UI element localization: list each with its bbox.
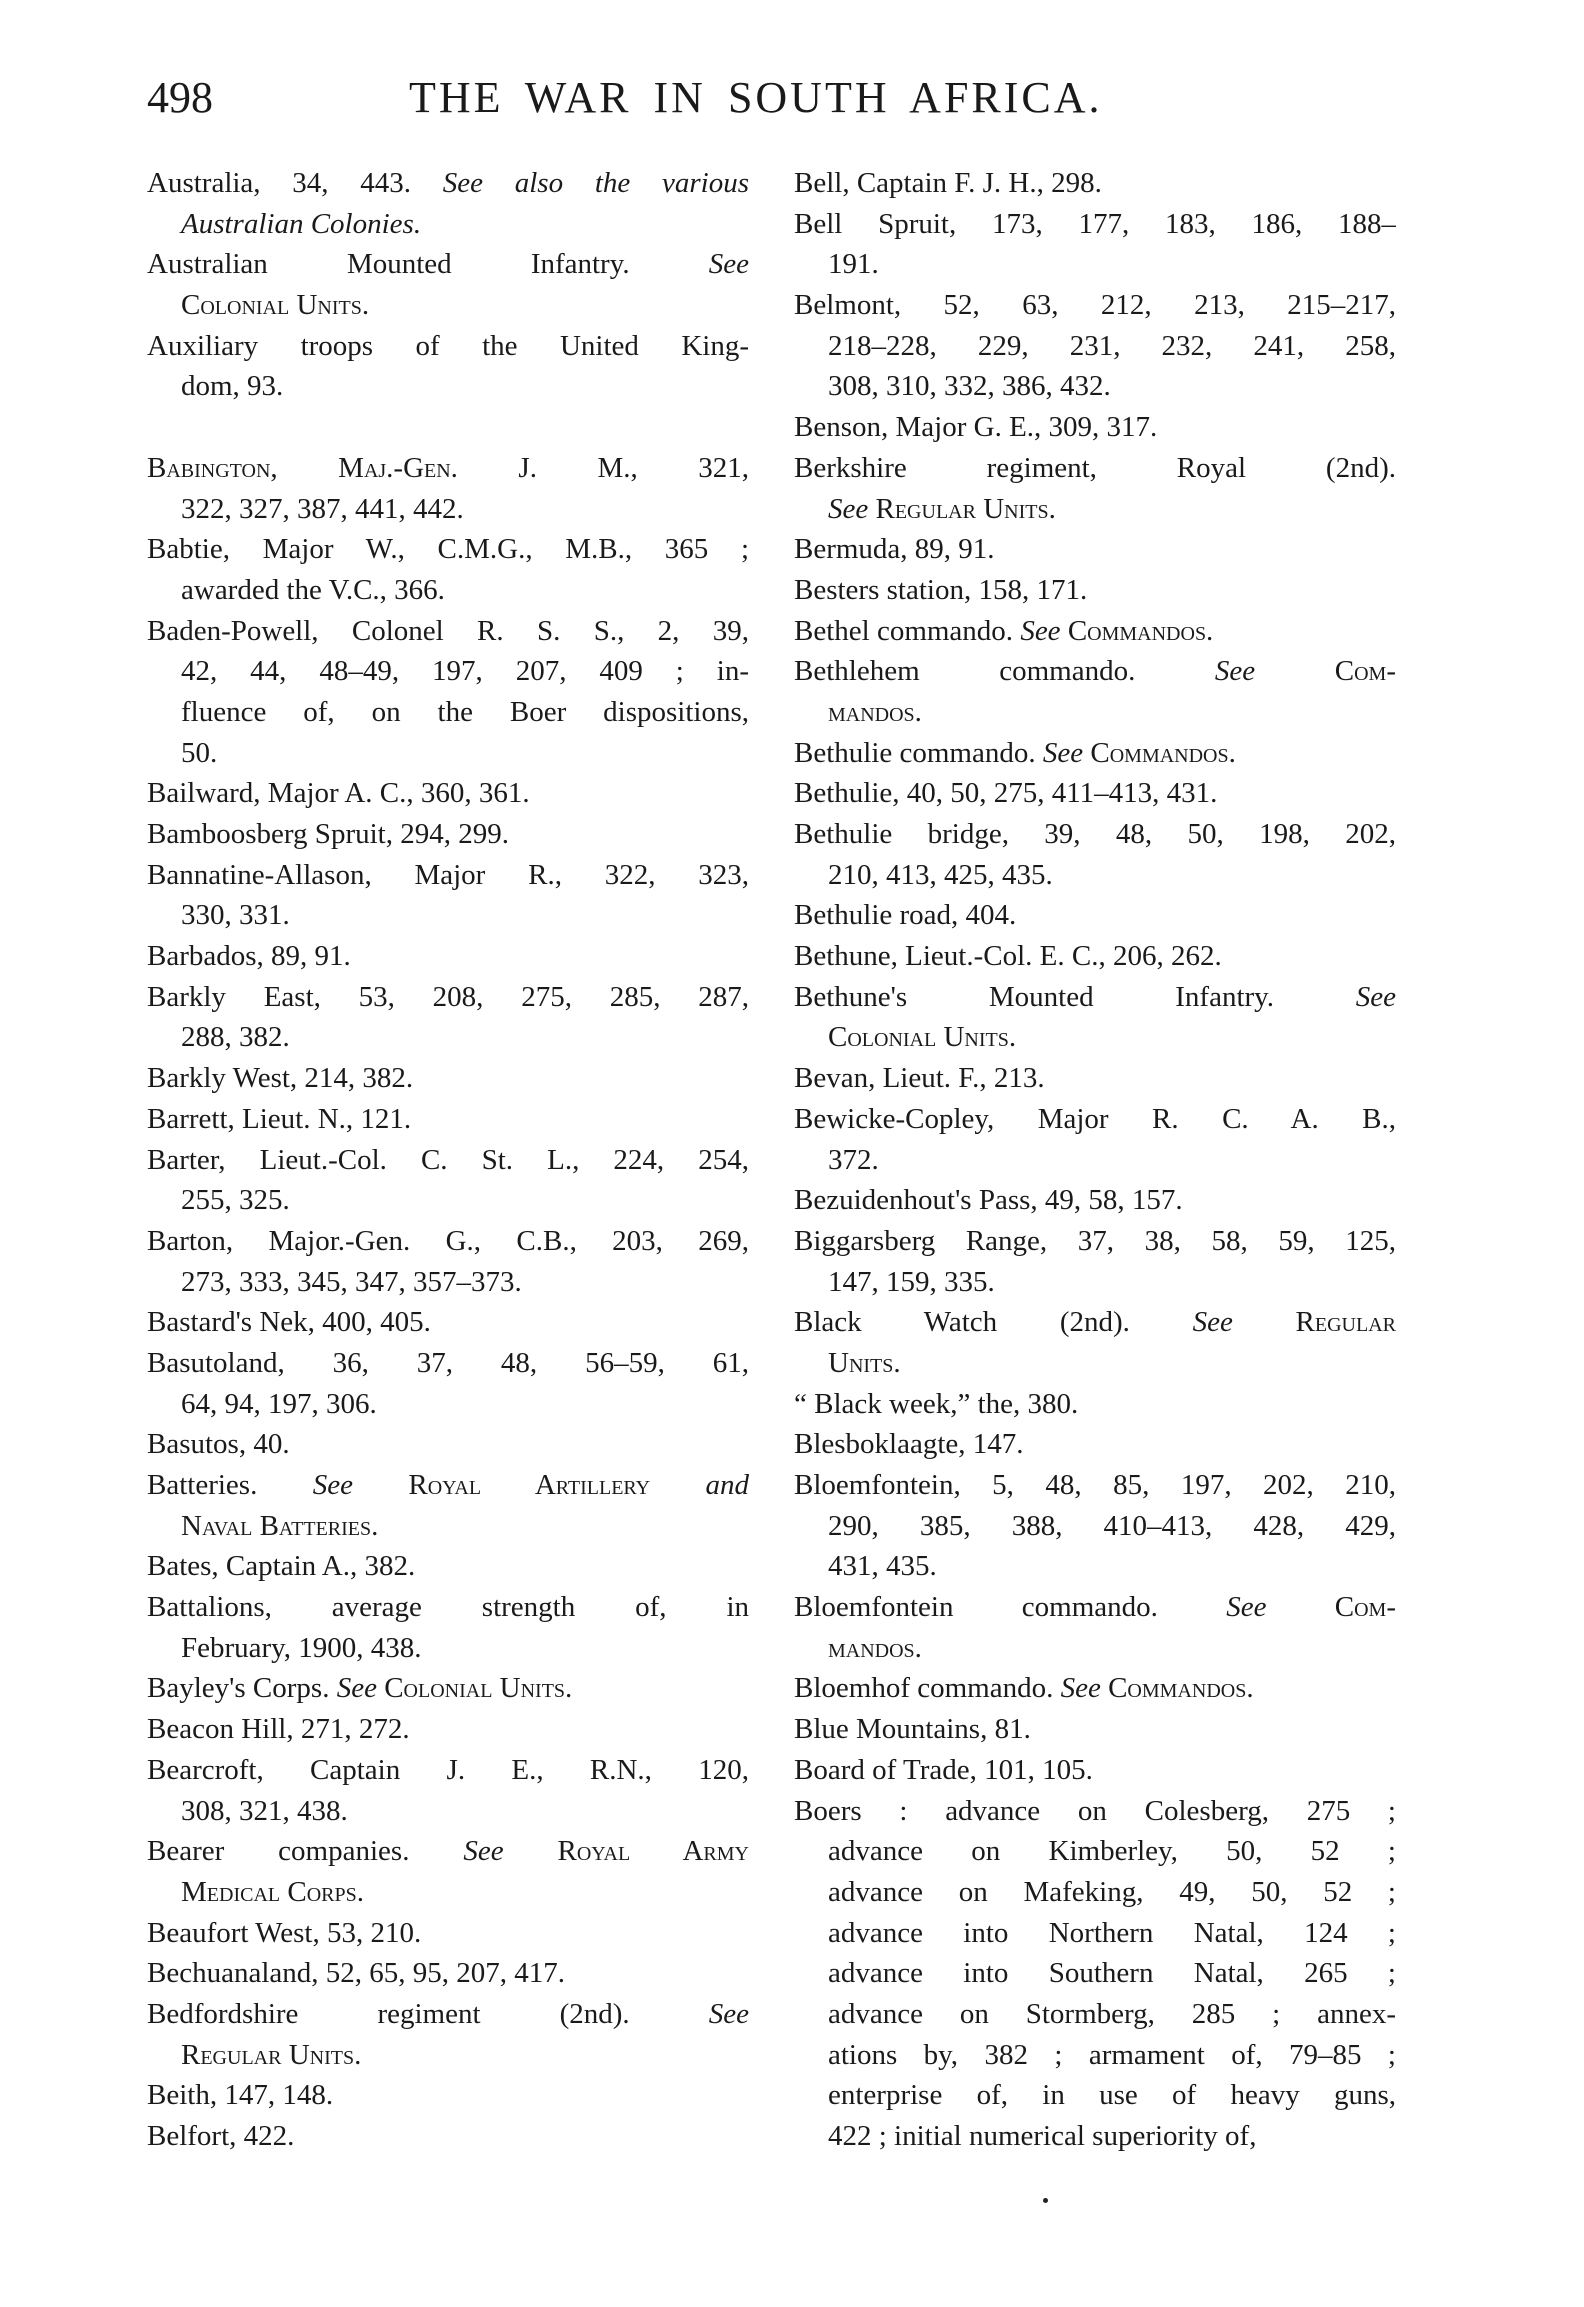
index-line [147,326,749,367]
index-entry [147,1099,749,1140]
entry-text: 64, 94, 197, 306. [181,1387,377,1420]
index-line [794,366,1396,407]
index-line [794,1953,1396,1994]
index-line [147,1384,749,1425]
entry-text: Barkly West, 214, 382. [147,1062,414,1095]
index-line [147,1791,749,1832]
entry-text: Bearcroft, Captain J. E., R.N., 120, [147,1753,749,1786]
index-line [147,1831,749,1872]
entry-text: Bearer companies. [147,1835,464,1868]
entry-text: 210, 413, 425, 435. [828,858,1053,891]
index-line [794,936,1396,977]
index-line [147,285,749,326]
entry-text: Australia, 34, 443. [147,167,443,199]
entry-text: Battalions, average strength of, in [147,1591,749,1624]
index-entry [794,1709,1396,1750]
small-caps-reference: Commandos. [1108,1672,1254,1705]
entry-text: Bloemfontein commando. [794,1591,1227,1624]
index-entry [794,1424,1396,1465]
index-line [794,1587,1396,1628]
index-entry [147,1343,749,1424]
index-line [794,2075,1396,2116]
index-line [147,1506,749,1547]
entry-text: Bethel commando. [794,614,1021,647]
index-line [794,1750,1396,1791]
entry-text: Barrett, Lieut. N., 121. [147,1102,412,1135]
index-entry [794,651,1396,732]
entry-text: advance into Northern Natal, 124 ; [828,1916,1396,1949]
entry-text: 431, 435. [828,1550,937,1583]
index-entry [147,1831,749,1912]
index-line [794,1424,1396,1465]
index-entry [147,1994,749,2075]
entry-text: Beacon Hill, 271, 272. [147,1713,410,1746]
index-line [794,611,1396,652]
entry-text: Bethulie bridge, 39, 48, 50, 198, 202, [794,818,1396,850]
entry-text: Basutos, 40. [147,1428,290,1461]
index-line [147,244,749,285]
small-caps-reference: Regular Units. [875,492,1056,525]
entry-text: 255, 325. [181,1184,290,1217]
entry-text: Black Watch (2nd). [794,1306,1193,1339]
entry-text: J. M., 321, [457,451,749,484]
entry-text: dom, 93. [181,370,284,403]
index-entry [794,285,1396,407]
entry-text: advance on Kimberley, 50, 52 ; [828,1835,1396,1868]
entry-text: 322, 327, 387, 441, 442. [181,492,464,525]
index-line [147,1180,749,1221]
index-line [794,733,1396,774]
italic-reference: See [1020,614,1061,647]
italic-reference: See [1226,1591,1267,1624]
index-line [794,1058,1396,1099]
index-line [794,1140,1396,1181]
index-line [147,1343,749,1384]
small-caps-reference: Commandos. [1090,736,1236,769]
index-line [147,773,749,814]
index-line [147,692,749,733]
entry-text [868,493,875,525]
index-entry [794,570,1396,611]
index-line [147,733,749,774]
index-entry [147,814,749,855]
index-entry [794,204,1396,285]
index-line [794,326,1396,367]
entry-text: 308, 321, 438. [181,1794,348,1827]
index-line [794,773,1396,814]
index-line [794,1872,1396,1913]
index-entry [147,1424,749,1465]
index-line [147,1424,749,1465]
entry-text: 50. [181,736,218,769]
index-entry [147,448,749,529]
entry-text [1266,1591,1334,1623]
entry-text: Besters station, 158, 171. [794,573,1088,606]
entry-text: 330, 331. [181,899,290,932]
entry-text: Bamboosberg Spruit, 294, 299. [147,818,509,850]
index-entry [794,1099,1396,1180]
entry-text: Bell, Captain F. J. H., 298. [794,167,1102,199]
index-line [794,1546,1396,1587]
index-line [147,855,749,896]
index-entry [147,529,749,610]
index-line [147,936,749,977]
index-entry [147,1140,749,1221]
small-caps-reference: Colonial Units. [828,1021,1017,1054]
entry-text [650,1469,705,1501]
italic-reference: See [312,1469,353,1501]
index-entry [147,326,749,407]
index-line [794,1384,1396,1425]
index-line [794,285,1396,326]
index-entry [794,1384,1396,1425]
small-caps-reference: Commandos. [1067,614,1214,647]
index-entry [147,1058,749,1099]
entry-text [353,1469,408,1501]
index-entry [147,936,749,977]
index-entry [147,855,749,936]
index-entry [794,1750,1396,1791]
italic-reference: See [828,492,869,525]
index-line [794,692,1396,733]
italic-reference: See [463,1835,504,1868]
entry-text: 288, 382. [181,1021,290,1054]
entry-text: 191. [828,248,879,281]
index-line [794,1709,1396,1750]
index-line [147,1587,749,1628]
entry-text: enterprise of, in use of heavy guns, [828,2079,1396,2112]
index-entry [794,1465,1396,1587]
entry-text: Beith, 147, 148. [147,2079,334,2112]
index-line [794,204,1396,245]
index-line [794,1221,1396,1262]
index-entry [794,1058,1396,1099]
entry-text: 42, 44, 48–49, 197, 207, 409 ; in- [181,655,749,688]
entry-text: Belfort, 422. [147,2120,295,2152]
italic-reference: See [1060,1672,1101,1705]
index-entry [147,773,749,814]
index-line [794,1506,1396,1547]
small-caps-reference: mandos. [828,1631,922,1664]
entry-text: Bloemfontein, 5, 48, 85, 197, 202, 210, [794,1469,1396,1501]
small-caps-reference: Units. [828,1346,901,1379]
entry-text: 308, 310, 332, 386, 432. [828,370,1111,403]
index-entry [794,407,1396,448]
index-line [147,1221,749,1262]
index-entry [794,895,1396,936]
entry-text: Bedfordshire regiment (2nd). [147,1997,709,2030]
italic-reference: See [1355,980,1396,1013]
index-entry [147,1587,749,1668]
small-caps-reference: Com- [1334,655,1396,688]
index-line [147,163,749,204]
entry-text: Babtie, Major W., C.M.G., M.B., 365 ; [147,533,749,566]
entry-text: Bell Spruit, 173, 177, 183, 186, 188– [794,207,1396,240]
index-line [794,1180,1396,1221]
italic-reference: Australian Colonies. [181,207,422,240]
entry-text: fluence of, on the Boer dispositions, [181,695,749,728]
entry-text: Barkly East, 53, 208, 275, 285, 287, [147,980,749,1013]
index-line [147,1750,749,1791]
small-caps-reference: mandos. [828,695,922,728]
index-line [147,1709,749,1750]
index-entry [147,1750,749,1831]
entry-text: Beaufort West, 53, 210. [147,1916,422,1949]
index-line [794,244,1396,285]
entry-text: 218–228, 229, 231, 232, 241, 258, [828,329,1396,362]
index-line [794,1017,1396,1058]
index-line [147,1140,749,1181]
entry-text: advance on Mafeking, 49, 50, 52 ; [828,1875,1396,1908]
index-line [147,2035,749,2076]
entry-text: Basutoland, 36, 37, 48, 56–59, 61, [147,1346,749,1379]
entry-text: Biggarsberg Range, 37, 38, 58, 59, 125, [794,1224,1396,1257]
index-line [794,1302,1396,1343]
entry-text: Bethune, Lieut.-Col. E. C., 206, 262. [794,940,1222,973]
index-entry [794,163,1396,204]
index-line [794,895,1396,936]
entry-text: Belmont, 52, 63, 212, 213, 215–217, [794,289,1396,322]
index-line [147,1058,749,1099]
index-line [794,651,1396,692]
index-line [794,529,1396,570]
entry-text: 372. [828,1143,879,1176]
index-entry [147,1709,749,1750]
entry-text: Barton, Major.-Gen. G., C.B., 203, 269, [147,1224,749,1257]
entry-text: Board of Trade, 101, 105. [794,1753,1093,1786]
index-entry [147,2116,749,2157]
index-entry [147,1465,749,1546]
index-line [794,814,1396,855]
small-caps-reference: Regular [1295,1306,1396,1339]
entry-text: Blesboklaagte, 147. [794,1428,1024,1461]
entry-text: Australian Mounted Infantry. [147,248,709,281]
index-entry [794,977,1396,1058]
index-line [794,489,1396,530]
index-entry [147,1302,749,1343]
index-entry [794,814,1396,895]
index-entry [794,1587,1396,1668]
entry-text: Bechuanaland, 52, 65, 95, 207, 417. [147,1957,566,1990]
index-entry [147,1221,749,1302]
index-line [794,1343,1396,1384]
italic-reference: See [1192,1306,1233,1339]
index-line [794,2035,1396,2076]
index-line [147,366,749,407]
index-column-left [147,163,749,2157]
index-line [794,1262,1396,1303]
index-entry [147,2075,749,2116]
small-caps-reference: Medical Corps. [181,1875,364,1908]
index-line [147,895,749,936]
entry-text: Berkshire regiment, Royal (2nd). [794,451,1396,484]
index-entry [147,611,749,774]
index-line [147,977,749,1018]
index-column-right [794,163,1396,2157]
index-line [147,1668,749,1709]
index-line [147,814,749,855]
entry-text [1233,1306,1296,1338]
index-line [147,1465,749,1506]
small-caps-reference: Royal Army [557,1835,749,1868]
italic-reference: See [708,1997,749,2030]
index-entry [147,977,749,1058]
entry-text: Bewicke-Copley, Major R. C. A. B., [794,1102,1396,1135]
index-line [794,1628,1396,1669]
entry-text: Benson, Major G. E., 309, 317. [794,411,1158,444]
entry-text: Bezuidenhout's Pass, 49, 58, 157. [794,1184,1183,1217]
entry-text: Baden-Powell, Colonel R. S. S., 2, 39, [147,614,749,647]
index-entry [794,1302,1396,1383]
index-line [147,1994,749,2035]
index-line [147,1099,749,1140]
index-entry [794,936,1396,977]
italic-reference: See [708,248,749,281]
index-line [794,163,1396,204]
index-line [147,2116,749,2157]
small-caps-reference: Colonial Units. [384,1672,573,1705]
index-line [147,2075,749,2116]
entry-text: Bastard's Nek, 400, 405. [147,1306,431,1339]
index-entry [794,733,1396,774]
index-entry [147,244,749,325]
entry-text: Blue Mountains, 81. [794,1713,1031,1746]
italic-reference: See also the various [442,167,749,199]
entry-text: Bethulie commando. [794,736,1043,769]
entry-text: ations by, 382 ; armament of, 79–85 ; [828,2038,1396,2071]
italic-reference: and [705,1469,749,1501]
index-entry [794,1221,1396,1302]
entry-text: advance into Southern Natal, 265 ; [828,1957,1396,1990]
index-line [794,1994,1396,2035]
index-line [147,448,749,489]
index-line [147,1913,749,1954]
small-caps-reference: Colonial Units. [181,289,370,322]
index-line [794,1791,1396,1832]
index-line [147,570,749,611]
index-entry [794,1668,1396,1709]
entry-text: Bayley's Corps. [147,1672,337,1705]
index-entry [147,1668,749,1709]
small-caps-reference: Royal Artillery [408,1469,651,1501]
entry-text: February, 1900, 438. [181,1631,422,1664]
index-entry [794,448,1396,529]
entry-text [1061,615,1068,647]
index-line [147,651,749,692]
index-entry [794,773,1396,814]
printer-mark [1043,2198,1048,2203]
index-line [794,977,1396,1018]
index-line [794,1831,1396,1872]
entry-text: Bermuda, 89, 91. [794,533,995,566]
index-entry [794,1791,1396,2157]
index-line [147,489,749,530]
entry-text: “ Black week,” the, 380. [794,1387,1079,1420]
entry-text: Bevan, Lieut. F., 213. [794,1062,1045,1095]
index-line [147,611,749,652]
index-entry [794,611,1396,652]
index-line [794,855,1396,896]
entry-text: 273, 333, 345, 347, 357–373. [181,1265,522,1298]
index-line [794,2116,1396,2157]
entry-text: Boers : advance on Colesberg, 275 ; [794,1794,1396,1827]
entry-text: advance on Stormberg, 285 ; annex- [828,1997,1396,2030]
small-caps-reference: Babington, Maj.-Gen. [147,451,458,484]
index-line [147,1262,749,1303]
index-line [794,1913,1396,1954]
entry-text: 147, 159, 335. [828,1265,995,1298]
index-line [794,1668,1396,1709]
index-entry [794,529,1396,570]
index-line [794,1465,1396,1506]
index-line [147,1628,749,1669]
entry-text: 290, 385, 388, 410–413, 428, 429, [828,1509,1396,1542]
entry-text: Bailward, Major A. C., 360, 361. [147,777,530,810]
index-entry [794,1180,1396,1221]
small-caps-reference: Com- [1334,1591,1396,1624]
entry-text: awarded the V.C., 366. [181,573,445,606]
italic-reference: See [336,1672,377,1705]
index-line [794,448,1396,489]
page-number: 498 [147,73,213,122]
index-entry [147,1913,749,1954]
index-line [147,204,749,245]
index-entry [147,1953,749,1994]
entry-text [1101,1672,1108,1704]
small-caps-reference: Regular Units. [181,2038,362,2071]
entry-text: Bethlehem commando. [794,655,1215,688]
entry-text: Barter, Lieut.-Col. C. St. L., 224, 254, [147,1143,749,1176]
index-line [147,1302,749,1343]
index-entry [147,163,749,244]
running-title: THE WAR IN SOUTH AFRICA. [409,73,1103,122]
entry-text: Bates, Captain A., 382. [147,1550,416,1583]
entry-text: Bloemhof commando. [794,1672,1061,1705]
index-line [147,1017,749,1058]
entry-text: Bethulie, 40, 50, 275, 411–413, 431. [794,777,1218,810]
index-line [794,1099,1396,1140]
entry-text: Batteries. [147,1469,313,1501]
italic-reference: See [1214,655,1256,688]
italic-reference: See [1042,736,1084,769]
running-header [147,72,1397,132]
entry-text: Bannatine-Allason, Major R., 322, 323, [147,858,749,891]
entry-text: Barbados, 89, 91. [147,940,351,973]
index-line [147,1546,749,1587]
index-line [147,1953,749,1994]
index-line [147,1872,749,1913]
index-line [794,570,1396,611]
index-entry [147,1546,749,1587]
index-line [794,407,1396,448]
entry-text: Auxiliary troops of the United King- [147,329,749,362]
entry-spacer [147,407,749,448]
entry-text: 422 ; initial numerical superiority of, [828,2120,1257,2152]
entry-text [504,1835,558,1867]
small-caps-reference: Naval Batteries. [181,1509,379,1542]
entry-text: Bethulie road, 404. [794,899,1017,932]
entry-text [1255,655,1335,687]
entry-text: Bethune's Mounted Infantry. [794,980,1356,1013]
index-line [147,529,749,570]
